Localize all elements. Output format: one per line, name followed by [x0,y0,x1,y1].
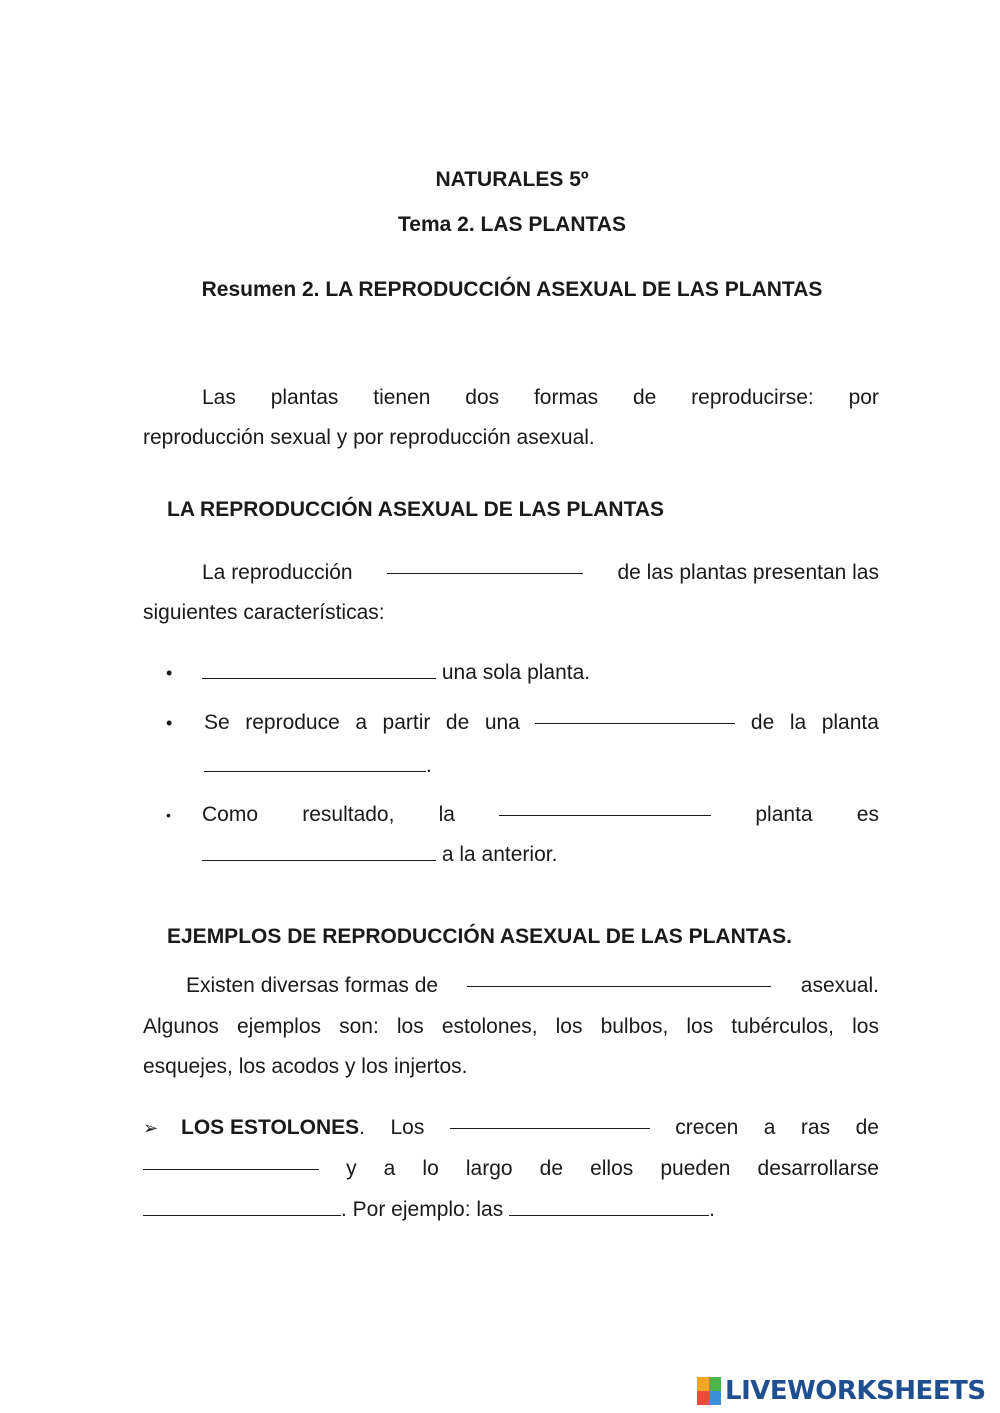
answer-blank[interactable] [535,703,735,724]
para-word: bulbos, [600,1015,669,1038]
intro-word: formas [533,386,599,409]
para-word: desarrollarse [757,1157,879,1180]
bullet-word: de [750,711,775,734]
bullet-word: la [789,711,807,734]
para-word: ras [800,1116,831,1139]
bullet-word: planta [755,803,813,826]
section2-para-line-2 [143,1007,879,1047]
para-word: Algunos [143,1015,219,1038]
period: . [709,1198,715,1221]
intro-word: plantas [270,386,339,409]
bullet-word: Se [204,711,230,734]
para-word: tubérculos, [731,1015,835,1038]
topic-title: Tema 2. LAS PLANTAS [398,213,626,236]
para-word: Los [390,1116,425,1139]
bullet-word: Como [202,803,259,826]
para-word: de [539,1157,563,1180]
para-word: estolones, [441,1015,538,1038]
para-text: de las plantas presentan las [617,561,879,584]
para-word: ellos [590,1157,634,1180]
intro-word: reproducirse: [691,386,814,409]
bullet-word: una [484,711,520,734]
answer-blank[interactable] [204,751,426,772]
bullet-3-line-2 [202,835,557,875]
para-word: largo [465,1157,513,1180]
logo-squares-icon [697,1377,721,1405]
section2-heading: EJEMPLOS DE REPRODUCCIÓN ASEXUAL DE LAS PLANTAS. [167,925,793,948]
bullet-3: • [166,807,171,823]
estolones-line-3 [143,1190,715,1230]
answer-blank[interactable] [143,1149,319,1170]
para-word: a [383,1157,396,1180]
para-word: de [855,1116,879,1139]
bullet-text: a la anterior. [441,843,558,866]
bullet-2-line-2 [204,746,432,786]
section1-heading: LA REPRODUCCIÓN ASEXUAL DE LAS PLANTAS [167,498,665,521]
para-word: crecen [675,1116,739,1139]
intro-line-2: reproducción sexual y por reproducción asexual. [143,426,595,449]
bullet-word: de [445,711,470,734]
para-text: . Por ejemplo: las [341,1198,504,1221]
para-word: ejemplos [236,1015,322,1038]
bullet-word: a [355,711,367,734]
para-word: los [686,1015,714,1038]
para-word: y [346,1157,357,1180]
answer-blank[interactable] [509,1195,709,1216]
intro-word: tienen [373,386,431,409]
answer-blank[interactable] [387,553,583,574]
intro-word: de [632,386,657,409]
para-word: a [763,1116,776,1139]
bullet-1: • [166,663,173,683]
answer-blank[interactable] [499,795,711,816]
bullet-3-line-1 [202,795,879,835]
estolones-line-2 [143,1149,879,1189]
bullet-text: una sola planta. [441,661,591,684]
subject-title: NATURALES 5º [435,168,589,191]
estolones-label: LOS ESTOLONES [181,1116,360,1139]
section2-para-line-1 [186,966,879,1006]
period: . [426,754,432,777]
answer-blank[interactable] [467,966,771,987]
answer-blank[interactable] [143,1195,341,1216]
para-text: La reproducción [202,561,353,584]
summary-title: Resumen 2. LA REPRODUCCIÓN ASEXUAL DE LAS PLANTAS [201,278,823,301]
section1-para-line-2: siguientes características: [143,601,385,624]
bullet-word: la [438,803,455,826]
intro-word: Las [202,386,236,409]
para-word: lo [422,1157,439,1180]
liveworksheets-logo [697,1376,986,1406]
section2-para-line-3: esquejes, los acodos y los injertos. [143,1055,468,1078]
intro-line-1 [202,378,879,418]
answer-blank[interactable] [202,658,436,679]
bullet-word: resultado, [302,803,395,826]
para-word: son: [339,1015,379,1038]
bullet-word: es [856,803,879,826]
estolones-label-wrap [181,1108,365,1148]
answer-blank[interactable] [202,840,436,861]
para-word: pueden [660,1157,731,1180]
bullet-word: partir [382,711,431,734]
bullet-word: planta [821,711,879,734]
para-word: los [555,1015,583,1038]
para-word: los [396,1015,424,1038]
answer-blank[interactable] [450,1108,650,1129]
intro-word: dos [465,386,500,409]
section1-para-line-1 [202,553,879,593]
bullet-2: • [166,713,173,733]
intro-word: por [848,386,879,409]
bullet-2-line-1 [204,703,879,743]
para-text: Existen diversas formas de [186,974,439,997]
para-word: los [852,1015,879,1038]
bullet-1-text [202,653,590,693]
bullet-word: reproduce [245,711,340,734]
arrow-bullet-icon: ➢ [143,1118,159,1138]
estolones-line-1 [181,1108,879,1148]
period: . [359,1116,365,1139]
logo-text: LIVEWORKSHEETS [725,1376,986,1406]
para-text: asexual. [800,974,879,997]
